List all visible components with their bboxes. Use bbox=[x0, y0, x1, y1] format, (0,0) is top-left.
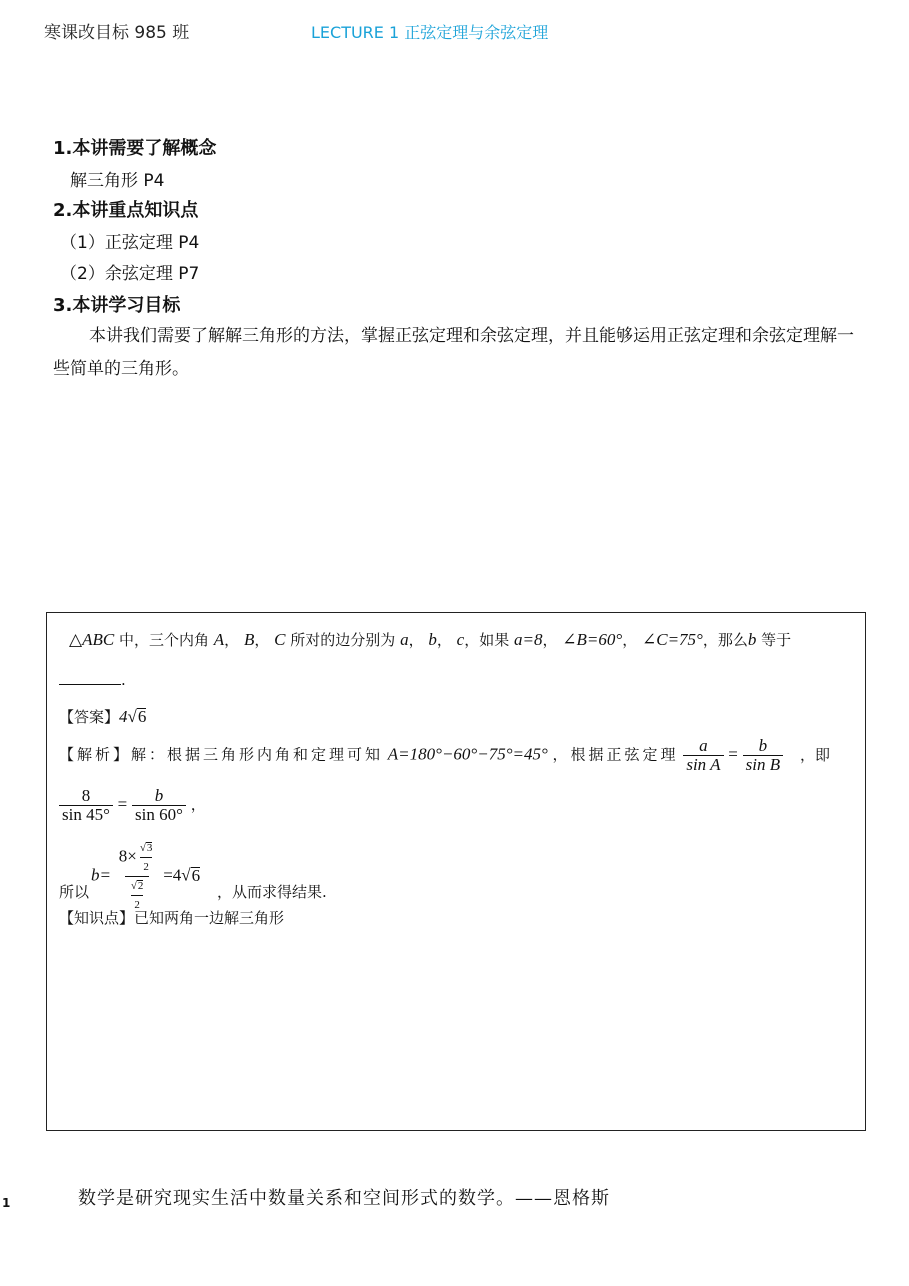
small-denominator: 2 bbox=[140, 857, 152, 876]
comma-4: ， bbox=[436, 631, 452, 649]
fraction-b-over-sin60 bbox=[132, 787, 186, 824]
question-text-1: 中，三个内角 bbox=[118, 631, 209, 649]
sqrt-icon: √ bbox=[139, 842, 146, 854]
fraction-numerator bbox=[116, 839, 159, 876]
side-b-target: b bbox=[747, 630, 757, 649]
angle-b: B bbox=[243, 630, 255, 649]
comma-1: ， bbox=[224, 631, 240, 649]
side-c: c bbox=[456, 630, 465, 649]
fraction-numerator: a bbox=[699, 736, 708, 755]
solution-suffix: ，从而求得结果. bbox=[217, 883, 327, 901]
result-b: b= bbox=[91, 865, 111, 885]
question-text-5: 等于 bbox=[761, 631, 792, 649]
result-radicand: 6 bbox=[191, 865, 201, 885]
section-2-item-1: （1）正弦定理 P4 bbox=[60, 233, 200, 253]
radicand-3: 3 bbox=[146, 842, 153, 854]
fraction-denominator: sin A bbox=[683, 755, 723, 774]
fraction-denominator: sin 60° bbox=[132, 805, 186, 824]
fraction-b-over-sin-b bbox=[743, 737, 783, 774]
condition-b: ∠B=60° bbox=[562, 630, 623, 649]
triangle-symbol: △ABC bbox=[69, 630, 115, 649]
equals-sign: = bbox=[117, 794, 128, 814]
answer-line bbox=[59, 706, 146, 727]
section-3-title: 3.本讲学习目标 bbox=[53, 295, 181, 316]
solution-angle-sum: A=180°−60°−75°=45° bbox=[387, 744, 548, 764]
answer-blank-line bbox=[59, 671, 126, 689]
section-1-title: 1.本讲需要了解概念 bbox=[53, 138, 217, 159]
eight-times: 8× bbox=[118, 846, 137, 866]
question-text-4: ，那么 bbox=[702, 631, 748, 649]
condition-c: ∠C=75° bbox=[641, 630, 703, 649]
solution-line-1 bbox=[59, 737, 830, 774]
question-line-1 bbox=[69, 629, 791, 650]
solution-text-3: ，即 bbox=[799, 745, 830, 764]
header-class-name: 寒课改目标 985 班 bbox=[44, 23, 190, 43]
small-numerator bbox=[128, 877, 147, 895]
knowledge-point: 【知识点】已知两角一边解三角形 bbox=[59, 909, 285, 927]
comma-2: ， bbox=[254, 631, 270, 649]
angle-c: C bbox=[274, 630, 286, 649]
fraction-denominator: sin B bbox=[743, 755, 783, 774]
radicand-2: 2 bbox=[137, 880, 144, 892]
fraction-sqrt3-over-2 bbox=[137, 839, 156, 876]
side-a: a bbox=[400, 630, 409, 649]
comma-6: ， bbox=[622, 631, 638, 649]
side-b: b bbox=[428, 630, 437, 649]
solution-text-2: ，根据正弦定理 bbox=[552, 745, 679, 764]
answer-coefficient: 4 bbox=[119, 707, 128, 726]
solution-label: 【解析】解：根据三角形内角和定理可知 bbox=[59, 745, 384, 764]
header-lecture-title: LECTURE 1 正弦定理与余弦定理 bbox=[311, 23, 549, 42]
comma-7: ， bbox=[190, 795, 206, 814]
fraction-result bbox=[116, 839, 159, 914]
fraction-8-over-sin45 bbox=[59, 787, 113, 824]
sqrt-icon: √ bbox=[181, 865, 191, 885]
condition-a: a=8 bbox=[514, 630, 543, 649]
small-denominator: 2 bbox=[131, 895, 143, 914]
section-1-item: 解三角形 P4 bbox=[70, 171, 165, 191]
angle-a: A bbox=[213, 630, 225, 649]
fraction-denominator: sin 45° bbox=[59, 805, 113, 824]
answer-blank bbox=[59, 684, 121, 685]
fraction-numerator: b bbox=[154, 786, 164, 805]
question-end: . bbox=[121, 671, 126, 689]
result-coefficient: =4 bbox=[163, 865, 182, 885]
sqrt-icon: √ bbox=[127, 707, 137, 726]
solution-line-2 bbox=[59, 787, 206, 824]
section-2-title: 2.本讲重点知识点 bbox=[53, 200, 199, 221]
comma-3: ， bbox=[408, 631, 424, 649]
fraction-numerator: 8 bbox=[81, 786, 91, 805]
footer-quote: 数学是研究现实生活中数量关系和空间形式的数学。——恩格斯 bbox=[78, 1188, 610, 1209]
answer-label: 【答案】 bbox=[59, 708, 120, 726]
fraction-numerator: b bbox=[758, 736, 768, 755]
question-text-2: 所对的边分别为 bbox=[290, 631, 396, 649]
question-text-3: ，如果 bbox=[464, 631, 510, 649]
small-numerator bbox=[137, 839, 156, 857]
section-2-item-2: （2）余弦定理 P7 bbox=[60, 264, 200, 284]
sqrt-icon: √ bbox=[130, 880, 137, 892]
solution-prefix: 所以 bbox=[59, 883, 90, 901]
comma-5: ， bbox=[542, 631, 558, 649]
answer-radicand: 6 bbox=[137, 707, 147, 726]
problem-box bbox=[46, 612, 866, 1131]
page-number: 1 bbox=[2, 1196, 11, 1210]
solution-result-formula bbox=[91, 839, 200, 914]
fraction-a-over-sin-a bbox=[683, 737, 723, 774]
equals-sign: = bbox=[728, 744, 738, 764]
section-3-paragraph: 本讲我们需要了解解三角形的方法，掌握正弦定理和余弦定理，并且能够运用正弦定理和余弦定理解一些简单的三角形。 bbox=[53, 326, 854, 379]
